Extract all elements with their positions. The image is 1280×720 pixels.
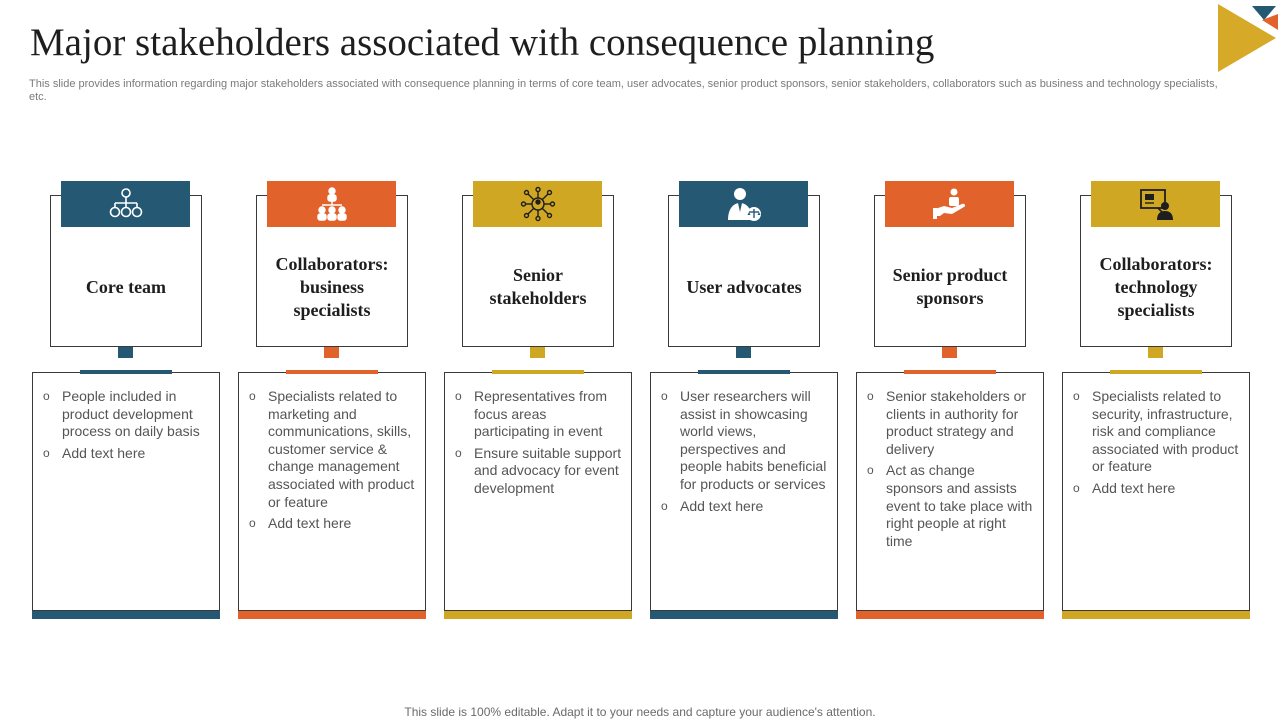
icon-banner (267, 181, 396, 227)
connector (736, 347, 751, 358)
accent-bar (650, 611, 838, 619)
stakeholder-title: User advocates (686, 276, 802, 297)
slide-title: Major stakeholders associated with consequence planning (30, 21, 935, 64)
stakeholder-column-senior-stakeholders (444, 181, 634, 621)
description-card (856, 372, 1044, 611)
slide-footer: This slide is 100% editable. Adapt it to your needs and capture your audience's attention. (404, 705, 876, 719)
bullet-item: o Add text here (1073, 480, 1241, 498)
stakeholder-title: Senior product sponsors (892, 265, 1008, 308)
description-card (32, 372, 220, 611)
stakeholder-column-senior-product-sponsors (856, 181, 1046, 621)
description-card (1062, 372, 1250, 611)
stakeholder-column-business-specialists (238, 181, 428, 621)
bullet-item: o Specialists related to security, infrastructure, risk and compliance associated with product or feature (1073, 388, 1241, 476)
icon-banner (885, 181, 1014, 227)
brand-logo-icon (1214, 0, 1280, 72)
team-hierarchy-icon (108, 186, 144, 222)
stakeholder-title: Collaborators: business specialists (275, 253, 389, 320)
description-card (444, 372, 632, 611)
bullet-item: o Act as change sponsors and assists event to take place with right people at right time (867, 462, 1035, 550)
bullet-item: o Add text here (43, 445, 211, 463)
bullet-item: o User researchers will assist in showcasing world views, perspectives and people habits beneficial for products or services (661, 388, 829, 494)
advocate-scales-icon (726, 186, 762, 222)
stakeholder-network-icon (520, 186, 556, 222)
accent-bar (444, 611, 632, 619)
business-network-icon (314, 186, 350, 222)
hand-offering-icon (932, 186, 968, 222)
icon-banner (1091, 181, 1220, 227)
accent-bar (856, 611, 1044, 619)
bullet-item: o Specialists related to marketing and communications, skills, customer service & change management associated with product or feature (249, 388, 417, 511)
stakeholder-column-core-team (32, 181, 222, 621)
connector (118, 347, 133, 358)
stakeholder-title: Senior stakeholders (489, 265, 587, 308)
accent-strip (1110, 370, 1202, 374)
accent-bar (32, 611, 220, 619)
bullet-item: o Add text here (661, 498, 829, 516)
stakeholder-title: Collaborators: technology specialists (1099, 253, 1213, 320)
bullet-item: o People included in product development process on daily basis (43, 388, 211, 441)
description-card (238, 372, 426, 611)
connector (942, 347, 957, 358)
connector (324, 347, 339, 358)
stakeholder-title: Core team (85, 276, 167, 297)
accent-strip (698, 370, 790, 374)
icon-banner (61, 181, 190, 227)
bullet-item: o Add text here (249, 515, 417, 533)
slide-subtitle: This slide provides information regarding major stakeholders associated with consequence planning in terms of core team, user advocates, senior product sponsors, senior stakeholders, collaborators such as business and technology specialists, etc. (29, 78, 1218, 103)
presentation-screen-icon (1138, 186, 1174, 222)
accent-strip (904, 370, 996, 374)
stakeholder-column-technology-specialists (1062, 181, 1252, 621)
accent-strip (80, 370, 172, 374)
connector (530, 347, 545, 358)
icon-banner (679, 181, 808, 227)
description-card (650, 372, 838, 611)
bullet-item: o Representatives from focus areas participating in event (455, 388, 623, 441)
accent-strip (286, 370, 378, 374)
connector (1148, 347, 1163, 358)
icon-banner (473, 181, 602, 227)
accent-strip (492, 370, 584, 374)
accent-bar (238, 611, 426, 619)
accent-bar (1062, 611, 1250, 619)
stakeholder-column-user-advocates (650, 181, 840, 621)
bullet-item: o Ensure suitable support and advocacy for event development (455, 445, 623, 498)
bullet-item: o Senior stakeholders or clients in authority for product strategy and delivery (867, 388, 1035, 458)
